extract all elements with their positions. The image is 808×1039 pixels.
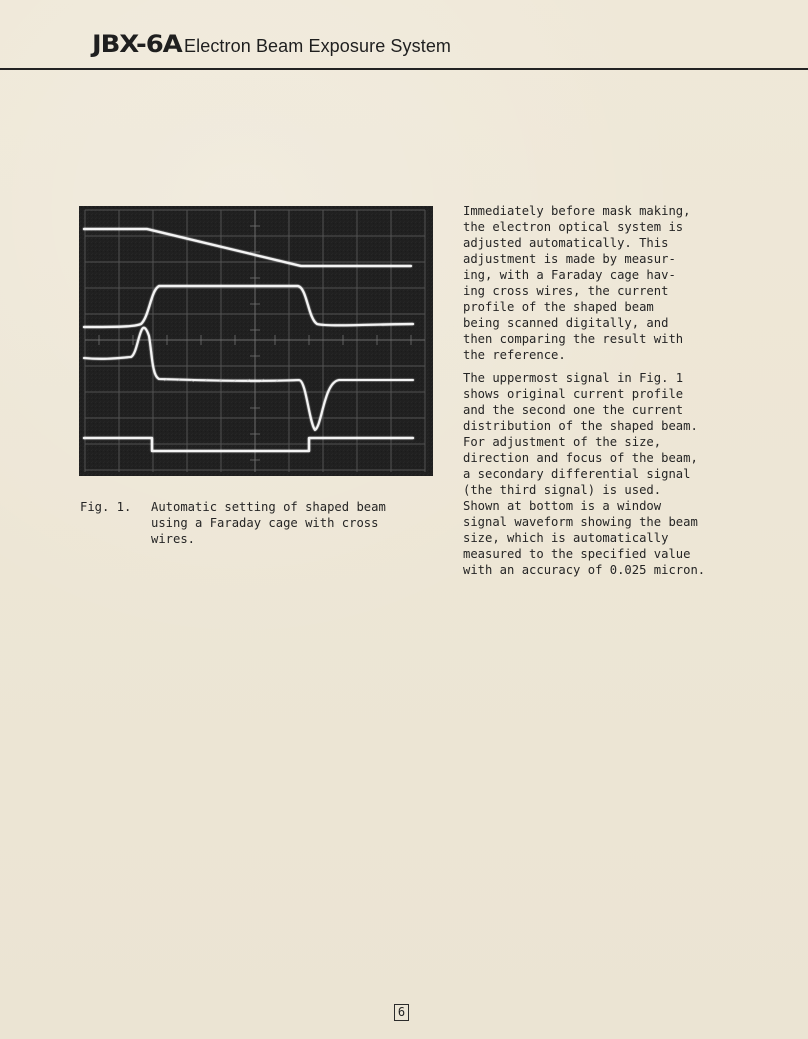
- paragraph-2-line-3: and the second one the current: [463, 403, 684, 417]
- paragraph-2-line-12: measured to the specified value: [463, 547, 691, 561]
- paragraph-2-line-7: a secondary differential signal: [463, 467, 691, 481]
- paragraph-2-line-1: The uppermost signal in Fig. 1: [463, 371, 684, 385]
- paragraph-signals: [463, 370, 733, 578]
- oscilloscope-figure: [79, 206, 433, 476]
- paragraph-2-line-4: distribution of the shaped beam.: [463, 419, 698, 433]
- paragraph-1-line-8: being scanned digitally, and: [463, 316, 669, 330]
- paragraph-2-line-6: direction and focus of the beam,: [463, 451, 698, 465]
- brand-logo-text: JBX-6A: [92, 30, 182, 58]
- paragraph-2-line-2: shows original current profile: [463, 387, 684, 401]
- oscilloscope-trace-image: [79, 206, 433, 476]
- paragraph-1-line-9: then comparing the result with: [463, 332, 684, 346]
- header-divider: [0, 68, 808, 70]
- paragraph-1-line-5: ing, with a Faraday cage hav-: [463, 268, 676, 282]
- paragraph-2-line-5: For adjustment of the size,: [463, 435, 662, 449]
- paragraph-1-line-2: the electron optical system is: [463, 220, 684, 234]
- paragraph-2-line-11: size, which is automatically: [463, 531, 669, 545]
- caption-line-3: wires.: [151, 532, 196, 546]
- caption-line-2: using a Faraday cage with cross: [151, 516, 379, 530]
- page-number: 6: [394, 1004, 409, 1021]
- paragraph-1-line-3: adjusted automatically. This: [463, 236, 669, 250]
- figure-caption: [80, 499, 420, 547]
- paragraph-adjustment: [463, 203, 733, 363]
- paragraph-1-line-10: the reference.: [463, 348, 566, 362]
- body-text: [463, 203, 733, 578]
- page-title: Electron Beam Exposure System: [184, 36, 452, 56]
- caption-line-1: Automatic setting of shaped beam: [151, 500, 386, 514]
- paragraph-1-line-1: Immediately before mask making,: [463, 204, 691, 218]
- paragraph-1-line-6: ing cross wires, the current: [463, 284, 669, 298]
- paragraph-1-line-7: profile of the shaped beam: [463, 300, 654, 314]
- paragraph-2-line-8: (the third signal) is used.: [463, 483, 662, 497]
- page-header: [92, 30, 451, 64]
- paragraph-2-line-9: Shown at bottom is a window: [463, 499, 662, 513]
- paragraph-2-line-13: with an accuracy of 0.025 micron.: [463, 563, 706, 577]
- caption-first-line: [80, 499, 420, 515]
- scope-background: [79, 206, 433, 476]
- paragraph-1-line-4: adjustment is made by measur-: [463, 252, 676, 266]
- paragraph-2-line-10: signal waveform showing the beam: [463, 515, 698, 529]
- figure-label: Fig. 1.: [80, 500, 132, 514]
